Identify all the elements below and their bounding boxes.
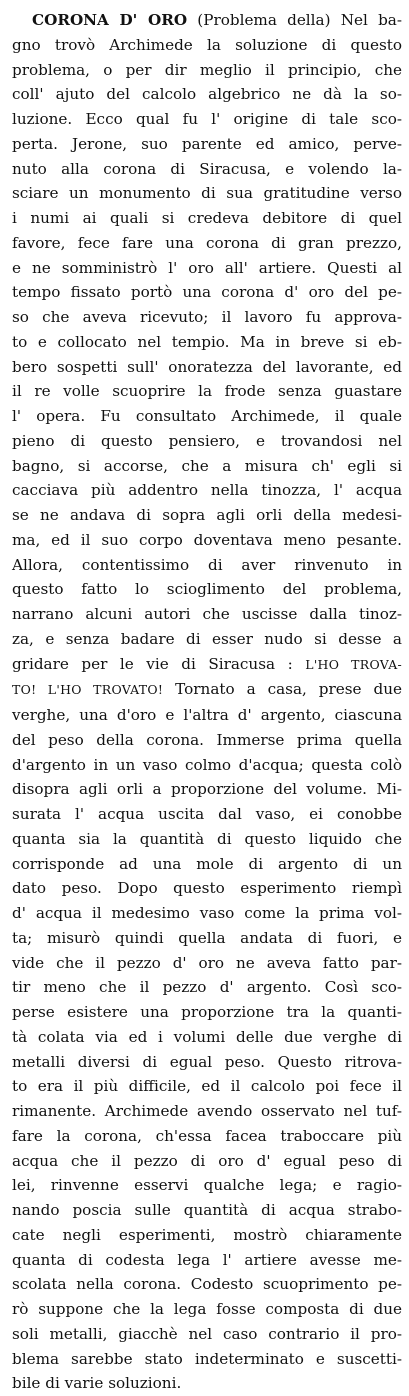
- text-line: bile di varie soluzioni.: [12, 1374, 182, 1393]
- text-line: se ne andava di sopra agli orli della medesi-: [12, 506, 402, 524]
- text-line: cate negli esperimenti, mostrò chiaramente: [12, 1225, 402, 1244]
- text-line: bero sospetti sull' onoratezza del lavorante, ed: [12, 357, 402, 376]
- text-line: Allora, contentissimo di aver rinvenuto in: [12, 555, 402, 574]
- text-line: d' acqua il medesimo vaso come la prima vol-: [12, 904, 402, 922]
- text-line: perse esistere una proporzione tra la quanti-: [12, 1003, 402, 1021]
- text-line: perta. Jerone, suo parente ed amico, perve-: [12, 134, 402, 153]
- text-line: bagno, si accorse, che a misura ch' egli si: [12, 456, 402, 475]
- text-line: corrisponde ad una mole di argento di un: [12, 854, 402, 873]
- text-line: tempo fissato portò una corona d' oro del pe-: [12, 283, 402, 302]
- text-line: del peso della corona. Immerse prima quella: [12, 730, 402, 749]
- text-line: problema, o per dir meglio il principio, che: [12, 60, 402, 79]
- text-line: gno trovò Archimede la soluzione di questo: [12, 35, 402, 54]
- text-line: tà colata via ed i volumi delle due verghe di: [12, 1027, 402, 1046]
- text-line: sciare un monumento di sua gratitudine verso: [12, 184, 402, 203]
- text-line: so che aveva ricevuto; il lavoro fu approva-: [12, 308, 402, 326]
- exclamation-smallcaps: L'HO TROVA-: [305, 656, 402, 672]
- text-line: luzione. Ecco qual fu l' origine di tale sco-: [12, 110, 402, 128]
- text-line: tir meno che il pezzo d' argento. Così sco-: [12, 978, 402, 997]
- text-line: quanta sia la quantità di questo liquido che: [12, 829, 402, 848]
- text-line: vide che il pezzo d' oro ne aveva fatto par-: [12, 953, 402, 972]
- entry-headword: CORONA D' ORO: [32, 11, 188, 29]
- text-line: ta; misurò quindi quella andata di fuori, e: [12, 928, 402, 947]
- text-line: CORONA D' ORO (Problema della) Nel ba-: [32, 11, 402, 29]
- text-line: disopra agli orli a proporzione del volume. Mi-: [12, 780, 402, 799]
- text-line: soli metalli, giacchè nel caso contrario il pro-: [12, 1324, 402, 1343]
- text-line: lei, rinvenne esservi qualche lega; e ragio-: [12, 1176, 402, 1195]
- text-line: acqua che il pezzo di oro d' egual peso di: [12, 1151, 402, 1170]
- text-line: to era il più difficile, ed il calcolo poi fece il: [12, 1077, 402, 1096]
- text-line: quanta di codesta lega l' artiere avesse me-: [12, 1250, 402, 1269]
- text-line: nando poscia sulle quantità di acqua strabo-: [12, 1201, 402, 1219]
- text-line: e ne somministrò l' oro all' artiere. Questi al: [12, 258, 402, 277]
- text-line: i numi ai quali si credeva debitore di quel: [12, 209, 402, 227]
- text-line: l' opera. Fu consultato Archimede, il quale: [12, 407, 402, 425]
- text-line: dato peso. Dopo questo esperimento riempì: [12, 879, 402, 898]
- text-line: to e collocato nel tempio. Ma in breve si eb-: [12, 332, 402, 351]
- text-line: narrano alcuni autori che uscisse dalla tinoz-: [12, 605, 402, 623]
- text-line: fare la corona, ch'essa facea traboccare più: [12, 1126, 402, 1145]
- text-line: verghe, una d'oro e l'altra d' argento, ciascuna: [12, 706, 402, 724]
- text-line: d'argento in un vaso colmo d'acqua; questa colò: [12, 755, 402, 774]
- text-line: pieno di questo pensiero, e trovandosi nel: [12, 431, 402, 450]
- text-line: coll' ajuto del calcolo algebrico ne dà la so-: [12, 85, 402, 104]
- text-line: favore, fece fare una corona di gran prezzo,: [12, 233, 402, 252]
- text-line: rimanente. Archimede avendo osservato nel tuf-: [12, 1102, 402, 1120]
- text-line: blema sarebbe stato indeterminato e suscetti-: [12, 1349, 402, 1368]
- text-line: rò suppone che la lega fosse composta di due: [12, 1300, 402, 1318]
- text-line: scolata nella corona. Codesto scuoprimento pe-: [12, 1275, 402, 1294]
- text-line: za, e senza badare di esser nudo si desse a: [12, 629, 402, 648]
- text-line: questo fatto lo scioglimento del problema,: [12, 580, 402, 599]
- text-line: metalli diversi di egual peso. Questo ritrova-: [12, 1052, 402, 1071]
- text-line: gridare per le vie di Siracusa : L'HO TROVA-: [12, 654, 402, 673]
- text-line: nuto alla corona di Siracusa, e volendo la-: [12, 159, 402, 178]
- exclamation-smallcaps: TO! L'HO TROVATO!: [12, 682, 164, 698]
- text-line: surata l' acqua uscita dal vaso, ei conobbe: [12, 805, 402, 823]
- text-line: il re volle scuoprire la frode senza guastare: [12, 382, 402, 401]
- text-line: ma, ed il suo corpo doventava meno pesante.: [12, 530, 402, 549]
- text-line: cacciava più addentro nella tinozza, l' acqua: [12, 481, 402, 500]
- text-line: TO! L'HO TROVATO! Tornato a casa, prese due: [12, 680, 402, 699]
